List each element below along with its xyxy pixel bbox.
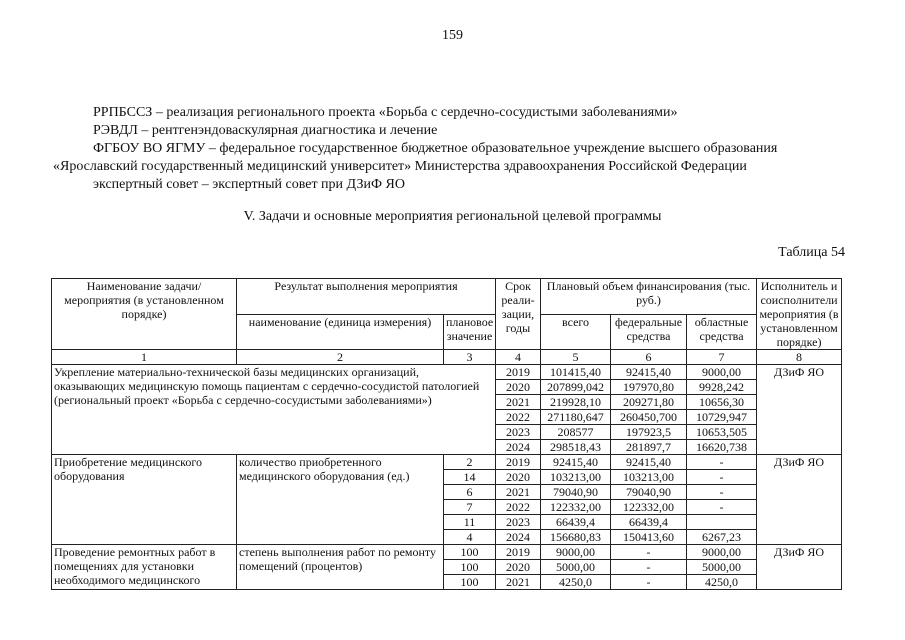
header-funding: Плановый объем финансирования (тыс. руб.) — [541, 279, 757, 315]
section-title: V. Задачи и основные мероприятия региональной целевой программы — [243, 209, 662, 224]
regional-cell: 10729,947 — [687, 410, 757, 425]
federal-cell: 79040,90 — [611, 485, 687, 500]
column-number: 6 — [611, 350, 687, 365]
total-cell: 207899,042 — [541, 380, 611, 395]
regional-cell: 5000,00 — [687, 560, 757, 575]
task-name: Проведение ремонтных работ в помещениях для установки необходимого медицинского — [52, 545, 237, 590]
regional-cell: - — [687, 500, 757, 515]
header-result-name: наименование (единица измерения) — [237, 314, 444, 350]
regional-cell: 6267,23 — [687, 530, 757, 545]
programme-table — [51, 278, 842, 590]
page-number: 159 — [442, 28, 463, 43]
year-cell: 2022 — [496, 500, 541, 515]
regional-cell: - — [687, 455, 757, 470]
plan-cell: 7 — [444, 500, 496, 515]
column-number: 4 — [496, 350, 541, 365]
total-cell: 219928,10 — [541, 395, 611, 410]
header-term: Срок реали- зации, годы — [496, 279, 541, 350]
year-cell: 2022 — [496, 410, 541, 425]
total-cell: 101415,40 — [541, 365, 611, 380]
table-label: Таблица 54 — [778, 245, 845, 260]
plan-cell: 2 — [444, 455, 496, 470]
header-federal: федеральные средства — [611, 314, 687, 350]
federal-cell: 66439,4 — [611, 515, 687, 530]
column-number: 8 — [757, 350, 842, 365]
federal-cell: 197970,80 — [611, 380, 687, 395]
total-cell: 298518,43 — [541, 440, 611, 455]
task-name: Приобретение медицинского оборудования — [52, 455, 237, 545]
year-cell: 2023 — [496, 425, 541, 440]
total-cell: 156680,83 — [541, 530, 611, 545]
column-number: 7 — [687, 350, 757, 365]
plan-cell: 14 — [444, 470, 496, 485]
total-cell: 122332,00 — [541, 500, 611, 515]
column-number: 1 — [52, 350, 237, 365]
table-row — [52, 365, 842, 380]
regional-cell: - — [687, 485, 757, 500]
column-numbers-row — [52, 350, 842, 365]
federal-cell: - — [611, 560, 687, 575]
regional-cell: 9928,242 — [687, 380, 757, 395]
abbreviation-line: РРПБССЗ – реализация регионального проекта «Борьба с сердечно-сосудистыми заболеваниями» — [93, 105, 678, 120]
federal-cell: 103213,00 — [611, 470, 687, 485]
regional-cell: 9000,00 — [687, 545, 757, 560]
year-cell: 2019 — [496, 365, 541, 380]
federal-cell: 92415,40 — [611, 455, 687, 470]
total-cell: 271180,647 — [541, 410, 611, 425]
abbreviation-line: экспертный совет – экспертный совет при ДЗиФ ЯО — [93, 177, 405, 192]
abbreviation-line: «Ярославский государственный медицинский университет» Министерства здравоохранения Российской Федерации — [53, 159, 747, 174]
plan-cell: 11 — [444, 515, 496, 530]
total-cell: 92415,40 — [541, 455, 611, 470]
header-name: Наименование задачи/мероприятия (в установленном порядке) — [52, 279, 237, 350]
executor-cell: ДЗиФ ЯО — [757, 365, 842, 455]
federal-cell: 260450,700 — [611, 410, 687, 425]
regional-cell — [687, 515, 757, 530]
federal-cell: 150413,60 — [611, 530, 687, 545]
year-cell: 2019 — [496, 545, 541, 560]
header-total: всего — [541, 314, 611, 350]
result-name: количество приобретенного медицинского оборудования (ед.) — [237, 455, 444, 545]
regional-cell: 16620,738 — [687, 440, 757, 455]
total-cell: 79040,90 — [541, 485, 611, 500]
federal-cell: - — [611, 545, 687, 560]
federal-cell: - — [611, 575, 687, 590]
year-cell: 2024 — [496, 440, 541, 455]
year-cell: 2019 — [496, 455, 541, 470]
table-row — [52, 455, 842, 470]
column-number: 2 — [237, 350, 444, 365]
abbreviation-line: РЭВДЛ – рентгенэндоваскулярная диагностика и лечение — [93, 123, 438, 138]
abbreviation-line: ФГБОУ ВО ЯГМУ – федеральное государственное бюджетное образовательное учреждение высшего образования — [93, 141, 778, 156]
total-cell: 103213,00 — [541, 470, 611, 485]
year-cell: 2021 — [496, 575, 541, 590]
regional-cell: 10653,505 — [687, 425, 757, 440]
column-number: 3 — [444, 350, 496, 365]
federal-cell: 197923,5 — [611, 425, 687, 440]
federal-cell: 209271,80 — [611, 395, 687, 410]
plan-cell: 6 — [444, 485, 496, 500]
table-row — [52, 545, 842, 560]
year-cell: 2024 — [496, 530, 541, 545]
plan-cell: 100 — [444, 575, 496, 590]
executor-cell: ДЗиФ ЯО — [757, 545, 842, 590]
year-cell: 2020 — [496, 380, 541, 395]
year-cell: 2023 — [496, 515, 541, 530]
regional-cell: 10656,30 — [687, 395, 757, 410]
total-cell: 5000,00 — [541, 560, 611, 575]
federal-cell: 281897,7 — [611, 440, 687, 455]
federal-cell: 122332,00 — [611, 500, 687, 515]
total-cell: 9000,00 — [541, 545, 611, 560]
result-name: степень выполнения работ по ремонту помещений (процентов) — [237, 545, 444, 590]
executor-cell: ДЗиФ ЯО — [757, 455, 842, 545]
regional-cell: 9000,00 — [687, 365, 757, 380]
total-cell: 4250,0 — [541, 575, 611, 590]
year-cell: 2021 — [496, 395, 541, 410]
plan-cell: 100 — [444, 545, 496, 560]
regional-cell: - — [687, 470, 757, 485]
plan-cell: 100 — [444, 560, 496, 575]
total-cell: 208577 — [541, 425, 611, 440]
year-cell: 2020 — [496, 470, 541, 485]
plan-cell: 4 — [444, 530, 496, 545]
regional-cell: 4250,0 — [687, 575, 757, 590]
column-number: 5 — [541, 350, 611, 365]
year-cell: 2021 — [496, 485, 541, 500]
total-cell: 66439,4 — [541, 515, 611, 530]
header-result-plan: плановое значение — [444, 314, 496, 350]
federal-cell: 92415,40 — [611, 365, 687, 380]
header-result: Результат выполнения мероприятия — [237, 279, 496, 315]
header-executor: Исполнитель и соисполнители мероприятия (в установленном порядке) — [757, 279, 842, 350]
header-regional: областные средства — [687, 314, 757, 350]
year-cell: 2020 — [496, 560, 541, 575]
abbreviations-list — [55, 104, 875, 194]
task-name: Укрепление материально-технической базы медицинских организаций, оказывающих медицинскую помощь пациентам с сердечно-сосудистой патологией (региональный проект «Борьба с сердечно-сосудистыми заболеваниями») — [52, 365, 496, 455]
